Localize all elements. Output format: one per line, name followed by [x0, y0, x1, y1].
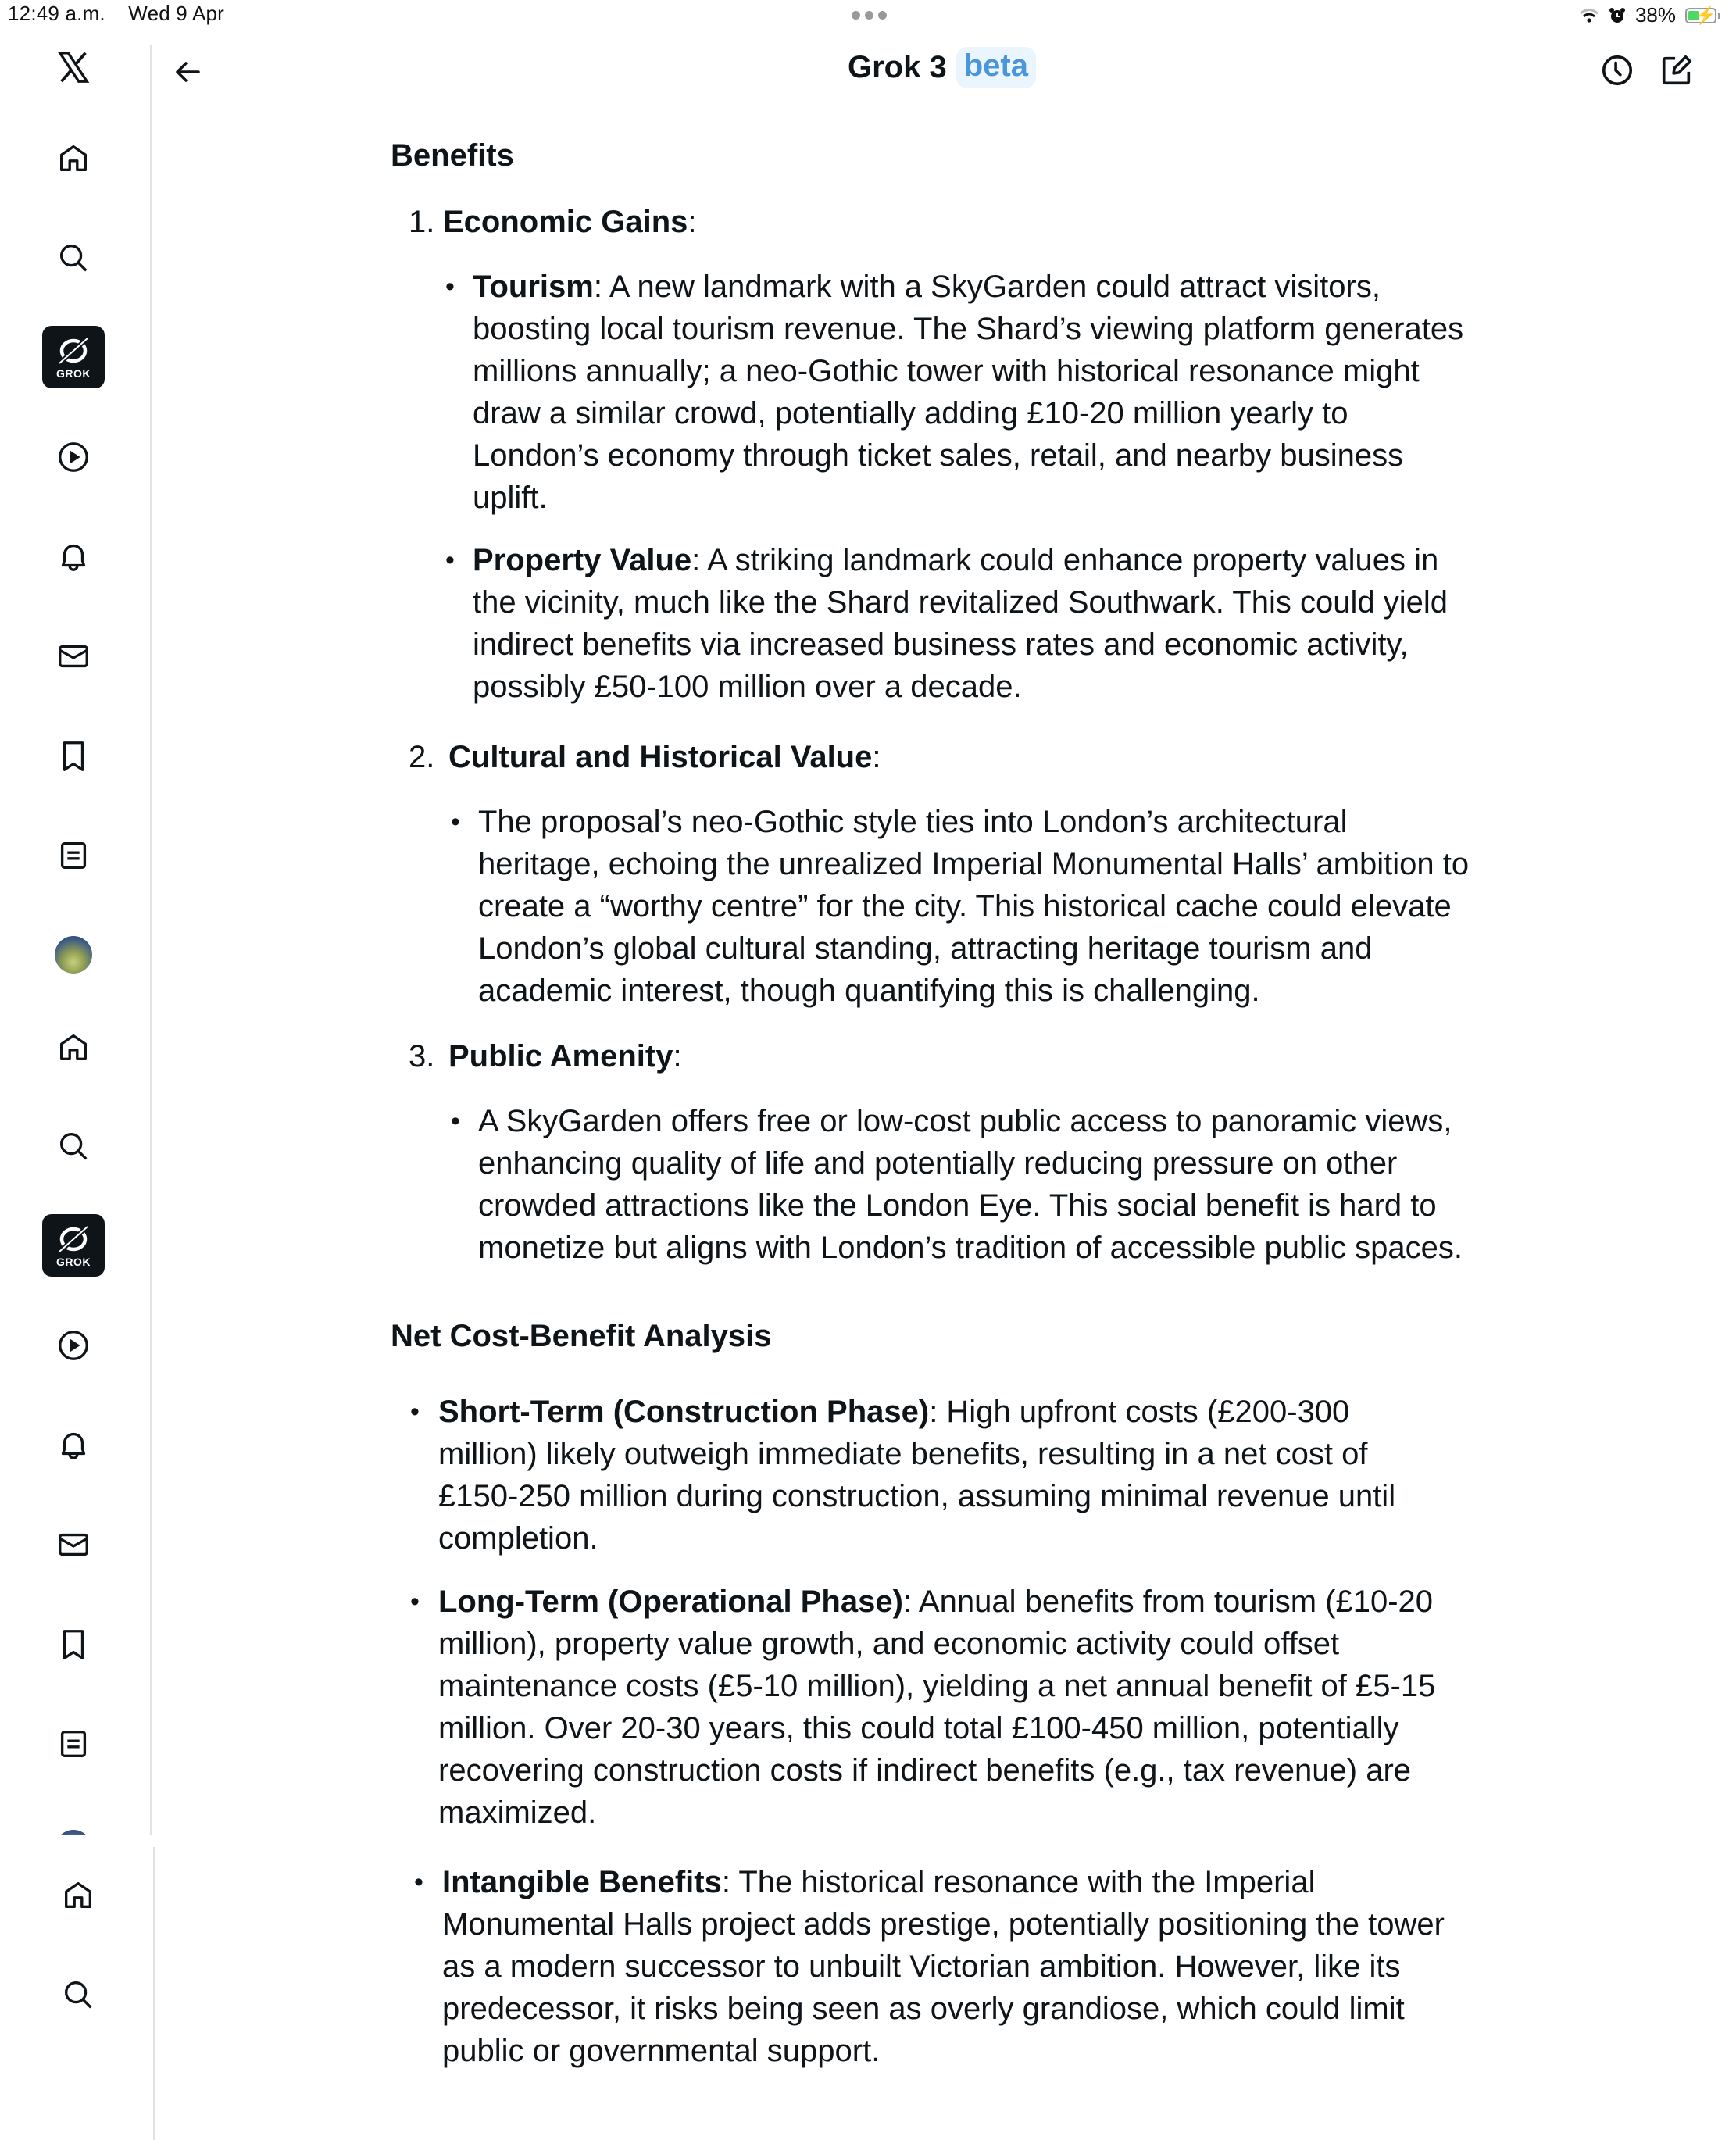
status-bar-right — [1579, 3, 1720, 27]
list-number: 1. — [409, 205, 435, 239]
alarm-icon — [1609, 7, 1626, 24]
bullet: • — [410, 1397, 420, 1427]
sidebar-item-videos[interactable] — [50, 434, 97, 481]
sidebar-item-messages[interactable] — [50, 633, 97, 680]
sidebar-item-grok[interactable] — [42, 326, 105, 388]
bell-icon — [55, 1427, 91, 1463]
bullet: • — [414, 1867, 423, 1897]
sidebar-item-messages[interactable] — [50, 1521, 97, 1568]
sidebar-item-bookmarks[interactable] — [50, 1621, 97, 1668]
bullet: • — [451, 1106, 460, 1136]
sidebar-item-explore[interactable] — [50, 1123, 97, 1170]
title-text: Grok 3 — [848, 50, 947, 84]
home-icon — [55, 140, 91, 176]
grok-label: GROK — [56, 366, 91, 380]
grok-label: GROK — [56, 1255, 91, 1268]
status-date: Wed 9 Apr — [128, 2, 225, 25]
home-icon — [55, 1029, 91, 1065]
new-chat-compose-icon — [1659, 52, 1695, 88]
bullet-cultural: The proposal’s neo-Gothic style ties into London’s architectural heritage, echoing the unrealized Imperial Monumental Halls’ ambition to create a “worthy centre” for the city. This historical cache could elevate London’s global cultural standing, attracting heritage tourism and academic interest, though quantifying this is challenging. — [478, 805, 1470, 1008]
sidebar-item-explore[interactable] — [50, 234, 97, 281]
sidebar-item-explore[interactable] — [55, 1971, 102, 2018]
search-icon — [60, 1977, 96, 2013]
home-icon — [60, 1877, 96, 1913]
grok-icon — [55, 335, 92, 366]
bullet-property-value: Property Value: A striking landmark could enhance property values in the vicinity, much like the Shard revitalized Southwark. This could yield indirect benefits via increased business rates and economic activity, possibly £50-100 million over a decade. — [473, 543, 1448, 704]
sidebar-item-lists[interactable] — [50, 832, 97, 879]
sidebar-item-videos[interactable] — [50, 1322, 97, 1369]
sidebar-divider — [150, 45, 152, 1835]
history-clock-icon — [1599, 52, 1635, 88]
play-circle-icon — [55, 439, 91, 475]
search-icon — [55, 240, 91, 276]
sidebar-item-lists[interactable] — [50, 1720, 97, 1767]
list-item-title: Public Amenity: — [448, 1039, 682, 1074]
arrow-left-icon — [172, 56, 203, 88]
multitasking-dots[interactable] — [852, 11, 887, 20]
sidebar-item-profile-avatar-clipped[interactable] — [55, 1830, 92, 1835]
battery-charging-icon: ⚡ — [1685, 8, 1716, 23]
status-time: 12:49 a.m. — [8, 2, 105, 25]
history-button[interactable] — [1595, 48, 1639, 92]
status-bar-left — [8, 2, 224, 26]
bullet: • — [445, 272, 455, 302]
bookmark-icon — [55, 738, 91, 774]
wifi-icon — [1579, 8, 1599, 23]
bullet-tourism: Tourism: A new landmark with a SkyGarden could attract visitors, boosting local tourism revenue. The Shard’s viewing platform generates millions annually; a neo-Gothic tower with historical resonance might draw a similar crowd, potentially adding £10-20 million yearly to London’s economy through ticket sales, retail, and nearby business uplift. — [473, 270, 1464, 515]
bell-icon — [55, 538, 91, 574]
list-number: 3. — [409, 1039, 435, 1074]
bookmark-icon — [55, 1627, 91, 1663]
bullet-public-amenity: A SkyGarden offers free or low-cost public access to panoramic views, enhancing quality of life and potentially reducing pressure on other crowded attractions like the London Eye. This social benefit is hard to monetize but aligns with London’s tradition of accessible public spaces. — [478, 1104, 1463, 1265]
bullet: • — [451, 807, 460, 837]
list-item-title: Cultural and Historical Value: — [448, 740, 881, 774]
back-button[interactable] — [164, 48, 211, 95]
list-item-title: Economic Gains: — [443, 205, 697, 239]
x-logo-icon[interactable] — [50, 44, 97, 91]
sidebar-divider — [153, 1847, 155, 2140]
sidebar-item-bookmarks[interactable] — [50, 733, 97, 780]
new-chat-button[interactable] — [1655, 48, 1698, 92]
sidebar-item-notifications[interactable] — [50, 533, 97, 580]
list-icon — [55, 1726, 91, 1762]
bullet-intangible: Intangible Benefits: The historical resonance with the Imperial Monumental Halls project adds prestige, potentially positioning the tower as a modern successor to unbuilt Victorian ambition. However, like its predecessor, it risks being seen as overly grandiose, which could limit public or governmental support. — [442, 1865, 1445, 2068]
sidebar-item-notifications[interactable] — [50, 1421, 97, 1468]
section-heading-net-analysis: Net Cost-Benefit Analysis — [391, 1319, 772, 1353]
search-icon — [55, 1128, 91, 1164]
sidebar-item-home[interactable] — [50, 134, 97, 181]
sidebar-item-profile-avatar[interactable] — [55, 936, 92, 974]
bullet: • — [445, 545, 455, 575]
sidebar-item-grok[interactable] — [42, 1214, 105, 1277]
list-number: 2. — [409, 740, 435, 774]
sidebar-item-home[interactable] — [50, 1024, 97, 1070]
bullet: • — [410, 1587, 420, 1617]
beta-badge: beta — [956, 47, 1036, 88]
bullet-short-term: Short-Term (Construction Phase): High upfront costs (£200-300 million) likely outweigh immediate benefits, resulting in a net cost of £150-250 million during construction, assuming minimal revenue until completion. — [438, 1395, 1396, 1556]
battery-percent: 38% — [1634, 3, 1676, 27]
mail-icon — [55, 638, 91, 674]
mail-icon — [55, 1527, 91, 1563]
bullet-long-term: Long-Term (Operational Phase): Annual benefits from tourism (£10-20 million), property value growth, and economic activity could offset maintenance costs (£5-10 million), yielding a net annual benefit of £5-15 million. Over 20-30 years, this could total £100-450 million, potentially recovering construction costs if indirect benefits (e.g., tax revenue) are maximized. — [438, 1584, 1436, 1830]
play-circle-icon — [55, 1327, 91, 1363]
list-icon — [55, 838, 91, 874]
sidebar-item-home[interactable] — [55, 1871, 102, 1918]
grok-icon — [55, 1224, 92, 1255]
page-title — [848, 47, 1036, 88]
section-heading-benefits: Benefits — [391, 138, 514, 173]
